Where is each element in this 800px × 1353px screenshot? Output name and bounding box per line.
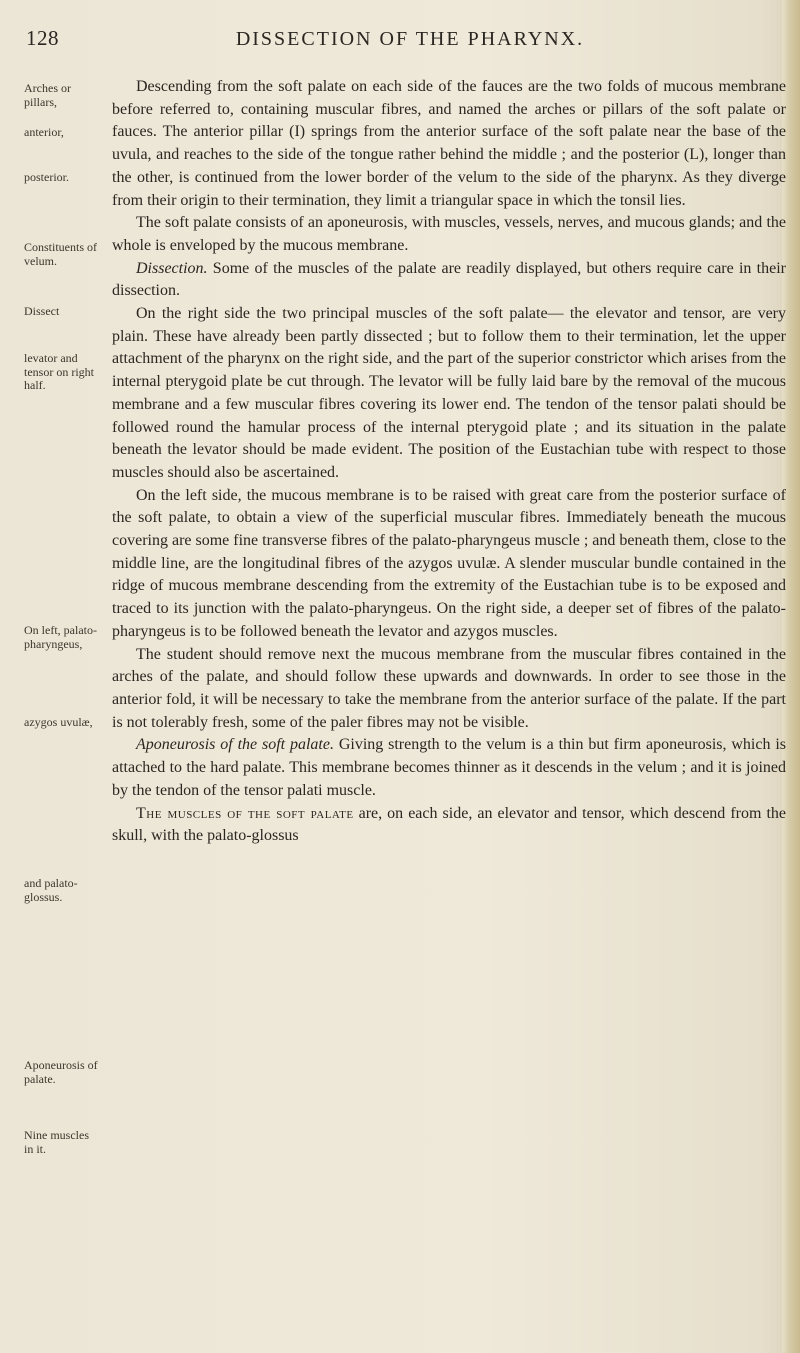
page-number: 128 (26, 26, 59, 50)
muscles-text: are, on each side, an elevator and tensor, which descend from the skull, with the palato-glossus (112, 804, 787, 845)
margin-note-arches: Arches or pillars, (24, 81, 71, 109)
paragraph-constituents: The soft palate consists of an aponeurosis, with muscles, vessels, nerves, and mucous glands; and the whole is enveloped by the mucous membrane. (112, 214, 786, 254)
margin-note-dissect: Dissect (24, 304, 60, 318)
aponeurosis-text: Giving strength to the velum is a thin but firm aponeurosis, which is attached to the hard palate. This membrane becomes thinner as it descends in the velum ; and it is joined by the tendon of the tensor palati muscle. (112, 736, 786, 799)
paragraph-arches-muscles: The student should remove next the mucous membrane from the muscular fibres contained in the arches of the palate, and should follow these upwards and downwards. In order to see those in the anterior fold, it will be necessary to take the membrane from the anterior surface of the palate. If the part is not tolerably fresh, some of the paler fibres may not be visible. (112, 645, 786, 731)
margin-note-constituents: Constituents of velum. (24, 240, 98, 268)
margin-note-palato-glossus: and palato-glossus. (24, 876, 78, 904)
paragraph-muscles (112, 803, 786, 848)
dissection-text: Some of the muscles of the palate are readily displayed, but others require care in their dissection. (112, 259, 786, 300)
muscles-lead: The muscles of the soft palate (136, 804, 354, 822)
margin-note-palato-pharyngeus: On left, palato-pharyngeus, (24, 623, 97, 651)
body-text (112, 76, 786, 848)
paragraph-right-side: On the right side the two principal muscles of the soft palate— the elevator and tensor, are very plain. These have already been partly dissected ; but to follow them to their termination, let the upper attachment of the pharynx on the right side, and the part of the superior constrictor which arises from the internal pterygoid plate be cut through. The levator will be fully laid bare by the removal of the mucous membrane and a few muscular fibres covering its lower end. The tendon of the tensor palati should be followed round the hamular process of the internal pterygoid plate ; and its situation in the palate beneath the levator should be made evident. The position of the Eustachian tube with respect to those muscles should also be ascertained. (112, 305, 786, 481)
margin-note-azygos: azygos uvulæ, (24, 715, 93, 729)
paragraph-dissection (112, 258, 786, 303)
margin-note-anterior: anterior, (24, 125, 64, 139)
margin-note-levator-tensor: levator and tensor on right half. (24, 351, 94, 392)
paragraph-arches: Descending from the soft palate on each side of the fauces are the two folds of mucous membrane before referred to, containing muscular fibres, and named the arches or pillars of the soft palate or fauces. The anterior pillar (I) springs from the anterior surface of the soft palate near the base of the uvula, and reaches to the side of the tongue rather behind the middle ; and the posterior (L), longer than the other, is continued from the lower border of the velum to the side of the pharynx. As they diverge from their origin to their termination, they limit a triangular space in which the tonsil lies. (112, 78, 786, 209)
paragraph-left-side: On the left side, the mucous membrane is to be raised with great care from the posterior surface of the soft palate, to obtain a view of the superficial muscular fibres. Immediately beneath the mucous covering are some fine transverse fibres of the palato-pharyngeus muscle ; and beneath them, close to the middle line, are the longitudinal fibres of the azygos uvulæ. A slender muscular bundle contained in the ridge of mucous membrane descending from the extremity of the Eustachian tube is to be exposed and traced to its junction with the palato-pharyngeus. On the right side, a deeper set of fibres of the palato-pharyngeus is to be followed beneath the levator and azygos muscles. (112, 486, 786, 640)
aponeurosis-lead: Aponeurosis of the soft palate. (136, 736, 334, 754)
paragraph-aponeurosis (112, 734, 786, 802)
margin-note-posterior: posterior. (24, 170, 69, 184)
margin-note-nine-muscles: Nine muscles in it. (24, 1128, 89, 1156)
running-head: DISSECTION OF THE PHARYNX. (235, 28, 585, 50)
margin-note-aponeurosis: Aponeurosis of palate. (24, 1058, 98, 1086)
dissection-lead: Dissection. (136, 259, 208, 277)
